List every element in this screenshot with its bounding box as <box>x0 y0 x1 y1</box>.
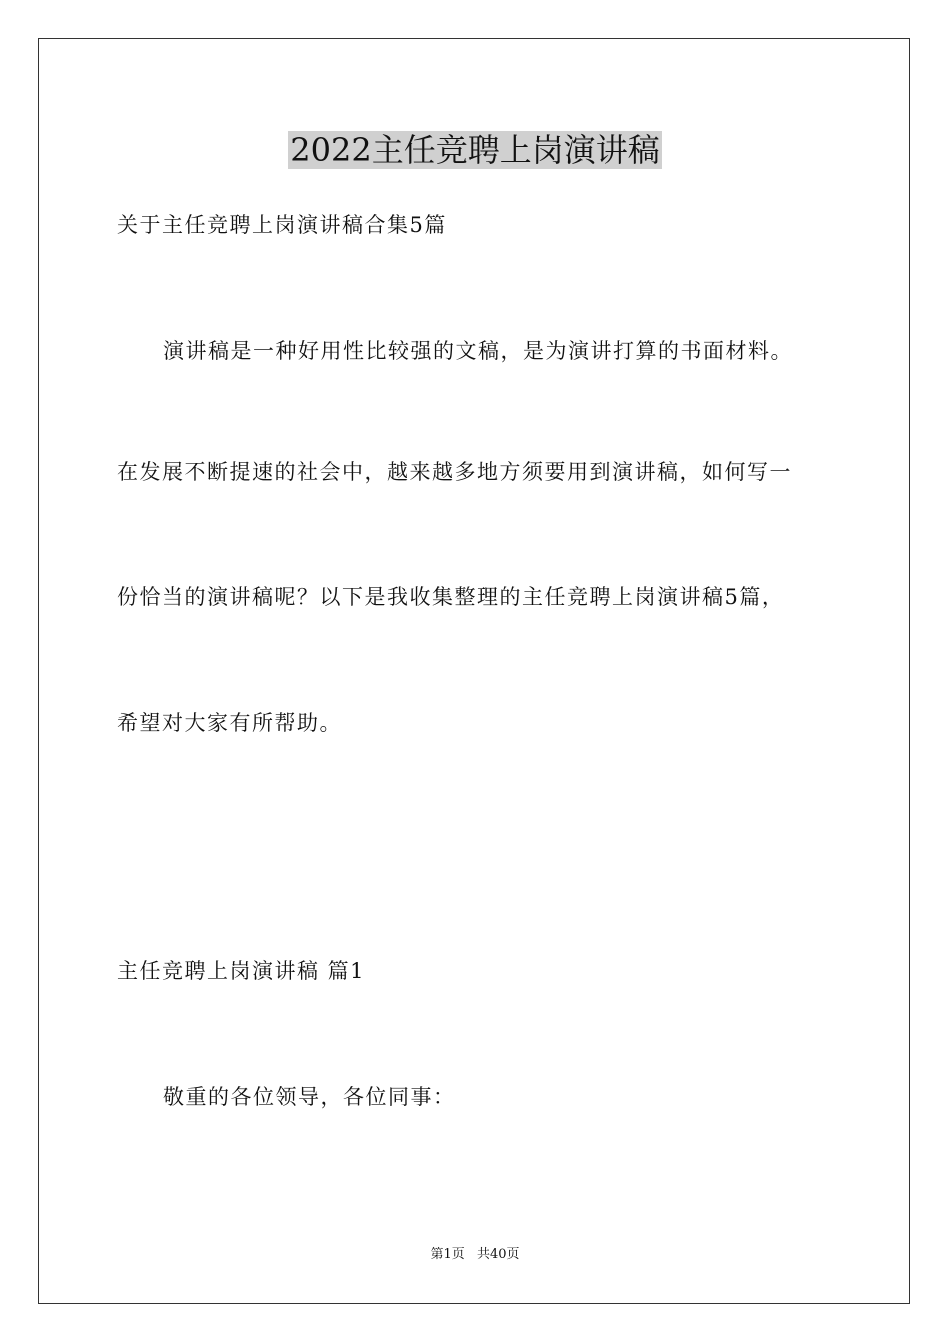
page-total: 共40页 <box>476 1247 520 1262</box>
section-heading: 主任竞聘上岗演讲稿 篇1 <box>117 959 366 983</box>
paragraph-line-3: 份恰当的演讲稿呢？以下是我收集整理的主任竞聘上岗演讲稿5篇， <box>117 585 785 609</box>
page-footer <box>0 1246 950 1264</box>
paragraph-line-1: 演讲稿是一种好用性比较强的文稿，是为演讲打算的书面材料。 <box>163 339 793 363</box>
paragraph-line-4: 希望对大家有所帮助。 <box>117 711 342 735</box>
document-title <box>0 128 950 172</box>
document-subtitle: 关于主任竞聘上岗演讲稿合集5篇 <box>117 213 447 237</box>
paragraph-line-2: 在发展不断提速的社会中，越来越多地方须要用到演讲稿，如何写一 <box>117 460 792 484</box>
document-title-text: 2022主任竞聘上岗演讲稿 <box>290 131 660 169</box>
page-number: 第1页 <box>430 1247 465 1262</box>
greeting-line: 敬重的各位领导，各位同事： <box>163 1085 456 1109</box>
